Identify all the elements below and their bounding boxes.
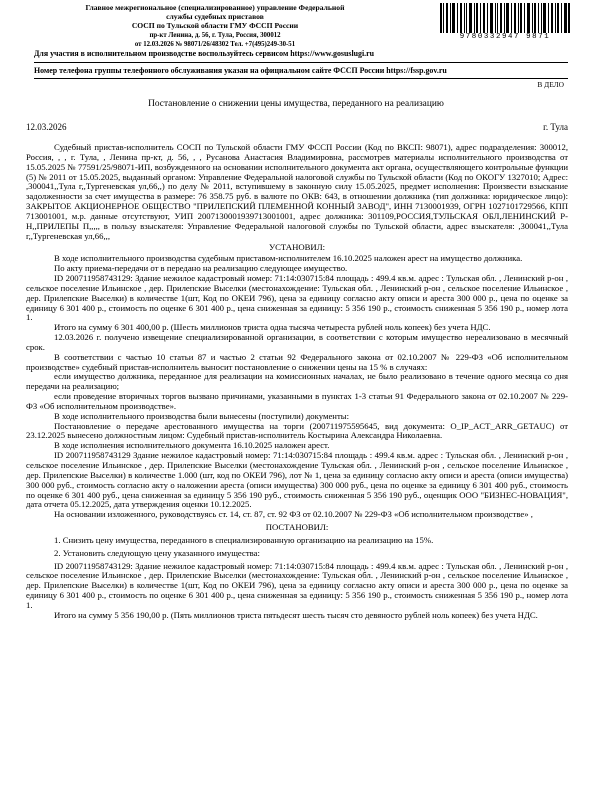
basis-paragraph: На основании изложенного, руководствуясь ст. 14, ст. 87, ст. 92 ФЗ от 02.10.2007 № 229-ФЗ «Об исполнительном производстве» ,: [54, 509, 533, 520]
header-divider-1: [34, 62, 568, 63]
arrest-document: В ходе исполнения исполнительного документа 16.10.2025 наложен арест.: [54, 440, 330, 451]
document-city: г. Тула: [543, 122, 568, 132]
arrest-paragraph: В ходе исполнительного производства судебным приставом-исполнителем 16.10.2025 наложен арест на имущество должника.: [54, 253, 523, 264]
total-paragraph-2: Итого на сумму 5 356 190,00 р. (Пять миллионов триста пятьдесят шесть тысяч сто девяносто рублей ноль копеек) без учета НДС.: [54, 609, 538, 620]
document-title: Постановление о снижении цены имущества, переданного на реализацию: [148, 99, 444, 109]
header-divider-2: [34, 78, 568, 79]
gosuslugi-note: Для участия в исполнительном производстве воспользуйтесь сервисом https://www.gosuslugi.ru: [34, 49, 375, 58]
transfer-paragraph: По акту приема-передачи от в передано на реализацию следующее имущество.: [54, 263, 348, 274]
issuer-doc-number: от 12.03.2026 № 98071/26/48302 Тел. +7(495)249-30-51: [134, 40, 296, 48]
issuer-header: [30, 3, 400, 49]
documents-intro: В ходе исполнительного производства были вынесены (поступили) документы:: [54, 410, 350, 421]
transfer-document: Постановление о передаче арестованного имущества на торги (200711975595645, вид документа: O_IP_ACT_ARR_GETAUC) от 23.12.2025 вынесено должностным лицом: Судебный пристав-исполнитель Костырина Александра Николаевна.: [26, 420, 568, 441]
section-title-ustanovil: УСТАНОВИЛ:: [268, 242, 325, 253]
document-body: [26, 143, 568, 621]
case-paragraph-1: если имущество должника, переданное для реализации на комиссионных началах, не было реализовано в течение одного месяца со дня передачи на реализацию;: [26, 371, 568, 392]
notice-paragraph: 12.03.2026 г. получено извещение специализированной организации, в соответствии с которым имущество нереализовано в месячный срок.: [26, 332, 568, 352]
decision-1: 1. Снизить цену имущества, переданного в специализированную организацию на реализацию на 15%.: [54, 534, 434, 545]
decision-2: 2. Установить следующую цену указанного имущества:: [54, 547, 260, 558]
total-paragraph-1: Итого на сумму 6 301 400,00 р. (Шесть миллионов триста одна тысяча четыреста рублей ноль копеек) без учета НДС.: [54, 322, 491, 333]
issuer-line-3: СОСП по Тульской области ГМУ ФССП России: [131, 21, 299, 31]
property-item-3: ID 200711958743129: Здание нежилое кадастровый номер: 71:14:030715:84 площадь : 499.4 кв.м. адрес : Тульская обл. , Ленинский р-он , сельское поселение Ильинское , дер. Прилепские Выселки (местонахождение: Тульская обл. , Ленинский р-он , сельское поселение Ильинское , дер. Прилепские Выселки) в количестве 1(шт, Код по ОКЕИ 796), цена за единицу согласно акту описи и ареста 300 000 р., цена по оценке за единицу 6 301 400 р., стоимость по оценке 6 301 400 р., цена сниженная за единицу: 5 356 190 р., стоимость сниженная 5 356 190 р., номер лота 1.: [26, 560, 568, 610]
issuer-line-2: службы судебных приставов: [166, 12, 264, 22]
document-date: 12.03.2026: [26, 122, 67, 132]
barcode-icon: [440, 3, 570, 33]
property-item-1: ID 200711958743129: Здание нежилое кадастровый номер: 71:14:030715:84 площадь : 499.4 кв.м. адрес : Тульская обл. , Ленинский р-он , сельское поселение Ильинское , дер. Прилепские Выселки (местонахождение: Тульская обл. , Ленинский р-он , сельское поселение Ильинское , дер. Прилепские Выселки) в количестве 1(шт, Код по ОКЕИ 796), цена за единицу согласно акту описи и ареста 300 000 р., цена по оценке за единицу 6 301 400 р., стоимость по оценке 6 301 400 р., цена сниженная за единицу: 5 356 190 р., стоимость сниженная 5 356 190 р., номер лота 1.: [26, 272, 568, 323]
property-item-2: ID 200711958743129 Здание нежилое кадастровый номер: 71:14:030715:84 площадь : 499.4 кв.м. адрес : Тульская обл. , Ленинский р-он , сельское поселение Ильинское , дер. Прилепские Выселки (местонахождение Тульская обл. , Ленинский р-он , сельское поселение Ильинское , дер. Прилепские Выселки) в количестве 1.000 (шт, код по ОКЕИ 796), лот № 1, цена за единицу согласно акту описи и ареста (описи имущества) 300 000 руб., стоимость согласно акту о наложении ареста (описи имущества) 300 000 руб., цена по оценке за единицу 6 301 400 руб., стоимость по оценке 6 301 400 руб., цена сниженная за единицу 5 356 190 руб., стоимость сниженная 5 356 190 руб., оценщик ООО "БИЗНЕС-НОВАЦИЯ", дата отчета 05.12.2025, дата утверждения оценки 10.12.2025.: [26, 450, 568, 510]
phone-note: Номер телефона группы телефонного обслуживания указан на официальном сайте ФССП России https://fssp.gov.ru: [34, 66, 447, 75]
issuer-line-1: Главное межрегиональное (специализированное) управление Федеральной: [85, 3, 345, 12]
case-paragraph-2: если проведение вторичных торгов вызвано причинами, указанными в пунктах 1-3 статьи 91 Федерального закона от 02.10.2007 № 229-ФЗ «Об исполнительном производстве».: [26, 391, 568, 411]
v-delo-stamp: В ДЕЛО: [537, 80, 564, 89]
intro-paragraph: Судебный пристав-исполнитель СОСП по Тульской области ГМУ ФССП России (Код по ВКСП: 98071), адрес подразделения: 300012, Россия, , , г. Тула, , Ленина пр-кт, д. 56, , , Русанова Анастасия Владимировна, рассмотрев материалы исполнительного производства от 15.05.2025 № 77591/25/98071-ИП, возбужденного на основании исполнительного документа акт органа, осуществляющего контрольные функции (5) № 2011 от 15.05.2025, выданный органом: Управление Федеральной налоговой службы по Тульской области (Код по ОКОГУ 1327010; Адрес: ,300041,,Тула г,,Тургеневская ул,66,,) по делу № 2011, вступившему в законную силу 15.05.2025, предмет исполнения: Произвести взыскание задолженности за счет имущества в размере: 76 358.75 руб. в валюте по ОКВ: 643, в отношении должника (тип должника: юридическое лицо): ЗАКРЫТОЕ АКЦИОНЕРНОЕ ОБЩЕСТВО "ПРИЛЕПСКИЙ ПЛЕМЕННОЙ КОННЫЙ ЗАВОД", ИНН 7130001939, ОГРН 1027101729566, КПП 713001001, м.р. данные отсутствуют, УИП 2007130001939713001001, адрес должника: 301109,РОССИЯ,ТУЛЬСКАЯ ОБЛ,ЛЕНИНСКИЙ Р-Н,,ПРИЛЕПЫ П,,,,, в пользу взыскателя: Управление Федеральной налоговой службы по Тульской области, адрес взыскателя: ,300041,,Тула г,,Тургеневская ул,66,,,: [26, 142, 568, 241]
section-title-postanovil: ПОСТАНОВИЛ:: [265, 522, 329, 533]
issuer-address: пр-кт Ленина, д. 56, г. Тула, Россия, 300012: [149, 31, 281, 39]
barcode-number: 9780332947 9871: [459, 33, 551, 41]
law-paragraph: В соответствии с частью 10 статьи 87 и частью 2 статьи 92 Федерального закона от 02.10.2007 № 229-ФЗ «Об исполнительном производстве» судебный пристав-исполнитель выносит постановление о снижении цены на 15 % в случаях:: [26, 351, 568, 372]
